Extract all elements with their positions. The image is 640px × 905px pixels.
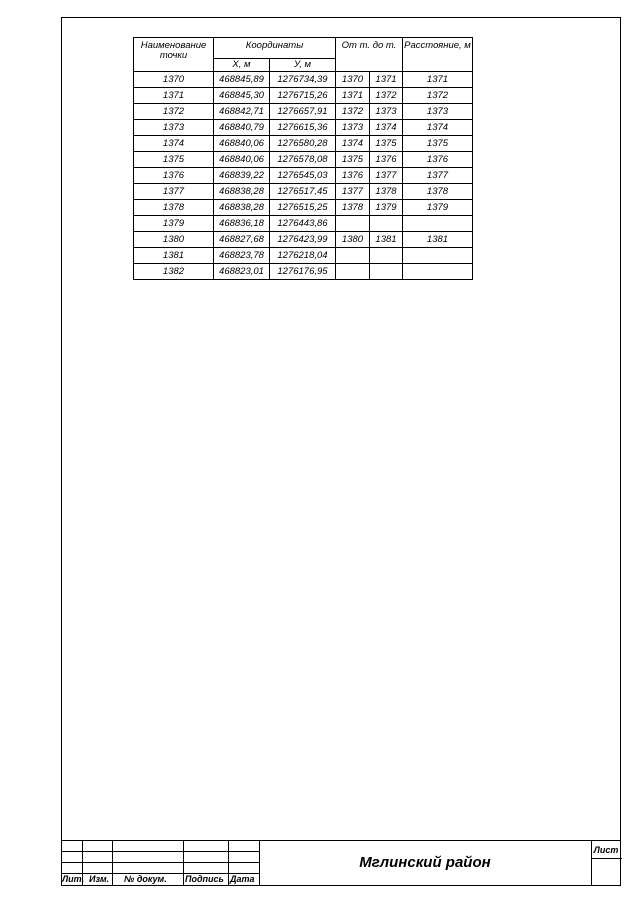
cell-distance: 1381	[403, 232, 473, 248]
cell-x: 468842,71	[214, 104, 270, 120]
cell-distance: 1379	[403, 200, 473, 216]
cell-distance	[403, 264, 473, 280]
cell-to: 1377	[370, 168, 403, 184]
table-row	[134, 248, 473, 264]
cell-point-name: 1377	[134, 184, 214, 200]
coordinates-table	[133, 37, 473, 280]
cell-point-name: 1376	[134, 168, 214, 184]
cell-x: 468839,22	[214, 168, 270, 184]
cell-point-name: 1382	[134, 264, 214, 280]
cell-distance: 1377	[403, 168, 473, 184]
stamp-doc-no-label: № докум.	[124, 874, 167, 884]
cell-x: 468836,18	[214, 216, 270, 232]
cell-y: 1276615,36	[270, 120, 336, 136]
cell-x: 468845,30	[214, 88, 270, 104]
table-row	[134, 88, 473, 104]
cell-from: 1376	[336, 168, 370, 184]
cell-from: 1370	[336, 72, 370, 88]
table-row	[134, 184, 473, 200]
cell-to: 1379	[370, 200, 403, 216]
cell-to: 1376	[370, 152, 403, 168]
table-row	[134, 216, 473, 232]
table-header-row	[134, 38, 473, 59]
cell-y: 1276515,25	[270, 200, 336, 216]
cell-to: 1371	[370, 72, 403, 88]
header-y: У, м	[270, 59, 336, 72]
cell-distance	[403, 248, 473, 264]
cell-from	[336, 264, 370, 280]
cell-y: 1276734,39	[270, 72, 336, 88]
cell-from: 1372	[336, 104, 370, 120]
cell-point-name: 1370	[134, 72, 214, 88]
cell-from: 1378	[336, 200, 370, 216]
table-row	[134, 200, 473, 216]
cell-y: 1276218,04	[270, 248, 336, 264]
header-x: Х, м	[214, 59, 270, 72]
cell-y: 1276715,26	[270, 88, 336, 104]
cell-point-name: 1371	[134, 88, 214, 104]
header-point-name: Наименование точки	[134, 38, 214, 72]
cell-to	[370, 264, 403, 280]
cell-y: 1276545,03	[270, 168, 336, 184]
cell-x: 468840,79	[214, 120, 270, 136]
stamp-date-label: Дата	[230, 874, 255, 884]
cell-x: 468823,78	[214, 248, 270, 264]
cell-to	[370, 216, 403, 232]
cell-point-name: 1378	[134, 200, 214, 216]
cell-x: 468840,06	[214, 136, 270, 152]
cell-point-name: 1380	[134, 232, 214, 248]
stamp-lit-label: Лит.	[62, 874, 85, 884]
cell-y: 1276176,95	[270, 264, 336, 280]
table-row	[134, 168, 473, 184]
cell-x: 468845,89	[214, 72, 270, 88]
header-coordinates: Координаты	[214, 38, 336, 59]
cell-to: 1372	[370, 88, 403, 104]
table-row	[134, 264, 473, 280]
cell-distance: 1374	[403, 120, 473, 136]
cell-from: 1373	[336, 120, 370, 136]
cell-y: 1276443,86	[270, 216, 336, 232]
cell-x: 468827,68	[214, 232, 270, 248]
sheet-label: Лист	[593, 845, 619, 855]
table-row	[134, 136, 473, 152]
cell-point-name: 1373	[134, 120, 214, 136]
cell-distance: 1372	[403, 88, 473, 104]
cell-y: 1276657,91	[270, 104, 336, 120]
cell-point-name: 1374	[134, 136, 214, 152]
table-row	[134, 104, 473, 120]
stamp-signature-label: Подпись	[185, 874, 224, 884]
cell-to	[370, 248, 403, 264]
cell-distance: 1373	[403, 104, 473, 120]
cell-point-name: 1372	[134, 104, 214, 120]
cell-from: 1377	[336, 184, 370, 200]
cell-point-name: 1381	[134, 248, 214, 264]
cell-distance: 1371	[403, 72, 473, 88]
cell-from: 1380	[336, 232, 370, 248]
table-body	[134, 72, 473, 280]
cell-x: 468838,28	[214, 184, 270, 200]
cell-to: 1373	[370, 104, 403, 120]
district-title: Мглинский район	[359, 854, 491, 871]
cell-x: 468840,06	[214, 152, 270, 168]
cell-point-name: 1379	[134, 216, 214, 232]
cell-distance: 1376	[403, 152, 473, 168]
cell-x: 468823,01	[214, 264, 270, 280]
table-row	[134, 72, 473, 88]
cell-from: 1374	[336, 136, 370, 152]
cell-distance	[403, 216, 473, 232]
cell-y: 1276517,45	[270, 184, 336, 200]
header-distance: Расстояние, м	[403, 38, 473, 72]
cell-to: 1374	[370, 120, 403, 136]
cell-distance: 1375	[403, 136, 473, 152]
cell-from	[336, 216, 370, 232]
cell-y: 1276580,28	[270, 136, 336, 152]
header-from-to: От т. до т.	[336, 38, 403, 72]
cell-to: 1381	[370, 232, 403, 248]
cell-from: 1371	[336, 88, 370, 104]
stamp-izm-label: Изм.	[89, 874, 110, 884]
table-row	[134, 120, 473, 136]
cell-x: 468838,28	[214, 200, 270, 216]
cell-to: 1375	[370, 136, 403, 152]
cell-to: 1378	[370, 184, 403, 200]
cell-distance: 1378	[403, 184, 473, 200]
table-row	[134, 232, 473, 248]
table-row	[134, 152, 473, 168]
cell-y: 1276423,99	[270, 232, 336, 248]
cell-point-name: 1375	[134, 152, 214, 168]
cell-from: 1375	[336, 152, 370, 168]
cell-y: 1276578,08	[270, 152, 336, 168]
cell-from	[336, 248, 370, 264]
